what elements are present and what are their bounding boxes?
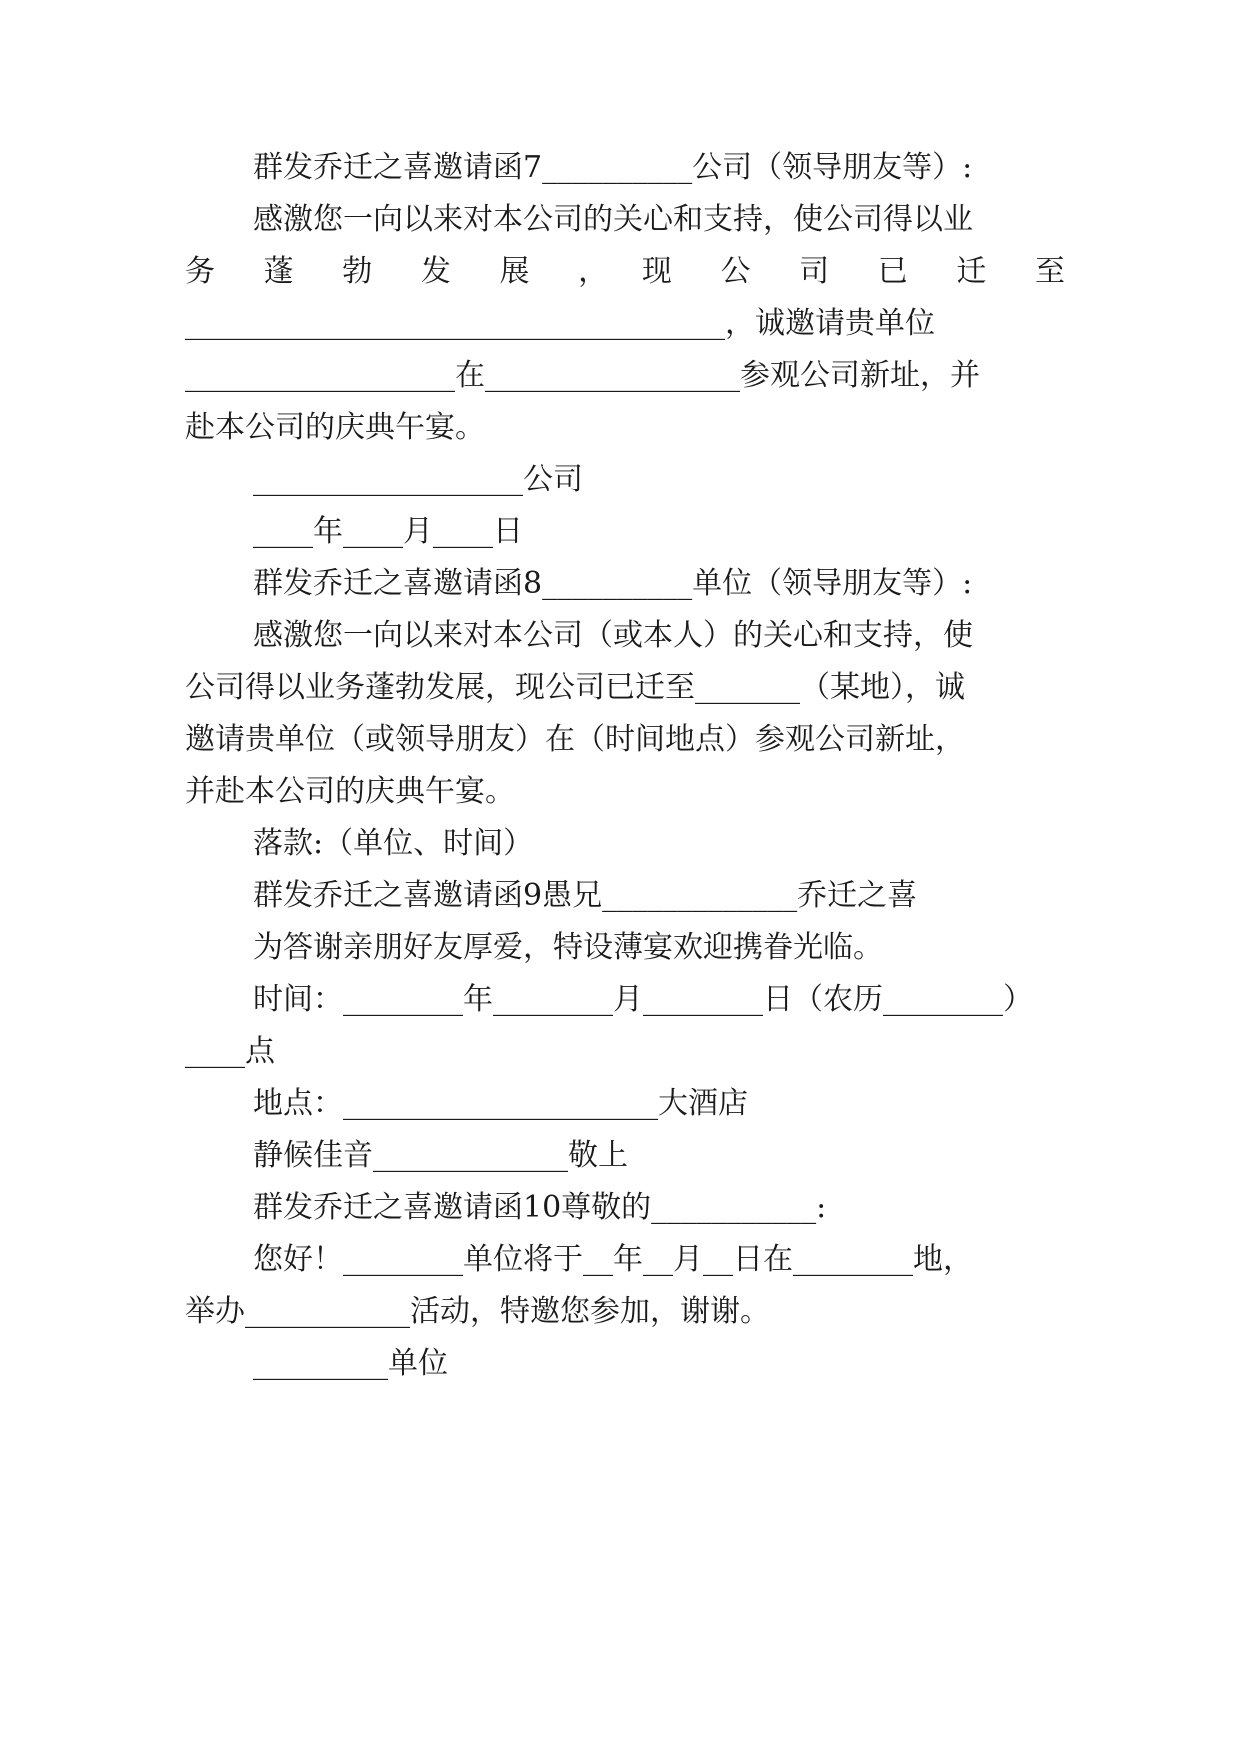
letter9-location: 地点：_____________________大酒店 <box>253 1086 748 1121</box>
letter10-signature: _________单位 <box>253 1346 448 1381</box>
letter8-signature: 落款:（单位、时间） <box>253 826 534 861</box>
letter7-body-line-5: 赴本公司的庆典午宴。 <box>185 410 485 445</box>
letter10-body-line-1: 您好！________单位将于__年__月__日在________地， <box>253 1242 973 1277</box>
letter9-signature: 静候佳音_____________敬上 <box>253 1138 628 1173</box>
letter8-body-line-2: 公司得以业务蓬勃发展，现公司已迁至_______（某地），诚 <box>185 670 965 705</box>
letter7-signature-company: __________________公司 <box>253 462 583 497</box>
letter7-body-line-2: 务 蓬 勃 发 展 ， 现 公 司 已 迁 至 <box>185 254 1065 289</box>
letter7-body-line-4: __________________在_________________参观公司新址，并 <box>185 358 980 393</box>
letter7-body-line-1: 感激您一向以来对本公司的关心和支持，使公司得以业 <box>253 202 973 237</box>
letter8-body-line-3: 邀请贵单位（或领导朋友）在（时间地点）参观公司新址， <box>185 722 965 757</box>
letter9-time-hour: ____点 <box>185 1034 275 1069</box>
letter8-heading: 群发乔迁之喜邀请函8__________单位（领导朋友等）: <box>253 566 973 601</box>
letter7-signature-date: ____年____月____日 <box>253 514 523 549</box>
letter9-time-line: 时间：________年________月________日（农历________） <box>253 982 1033 1017</box>
letter9-heading: 群发乔迁之喜邀请函9愚兄_____________乔迁之喜 <box>253 878 918 913</box>
letter8-body-line-1: 感激您一向以来对本公司（或本人）的关心和支持，使 <box>253 618 973 653</box>
letter10-body-line-2: 举办___________活动，特邀您参加，谢谢。 <box>185 1294 770 1329</box>
letter7-body-line-3: ____________________________________，诚邀请贵单位 <box>185 306 935 341</box>
letter10-heading: 群发乔迁之喜邀请函10尊敬的___________: <box>253 1190 827 1225</box>
letter9-body-line-1: 为答谢亲朋好友厚爱，特设薄宴欢迎携眷光临。 <box>253 930 883 965</box>
letter7-heading: 群发乔迁之喜邀请函7__________公司（领导朋友等）: <box>253 150 973 185</box>
letter8-body-line-4: 并赴本公司的庆典午宴。 <box>185 774 515 809</box>
